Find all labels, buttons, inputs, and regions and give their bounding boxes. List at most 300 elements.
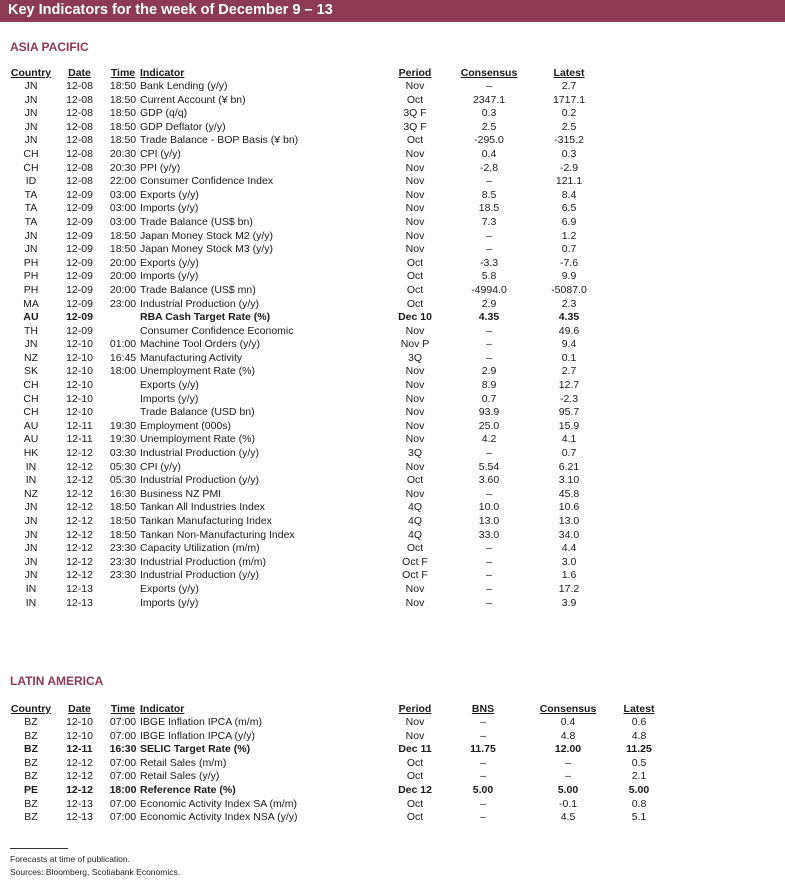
table-row: [9, 811, 668, 825]
cell-period: 3Q F: [403, 107, 427, 120]
cell-time: 22:00: [109, 175, 137, 188]
cell-indicator: Retail Sales (m/m): [140, 756, 227, 769]
cell-time: 18:50: [109, 515, 137, 527]
cell-period: Nov: [405, 419, 425, 432]
cell-consensus: 18.5: [478, 202, 500, 215]
cell-consensus: -0.1: [558, 797, 578, 810]
cell-time: 18:50: [109, 80, 137, 92]
cell-time: [106, 597, 140, 611]
cell-latest: 9.4: [561, 338, 577, 351]
cell-latest: 0.7: [561, 447, 577, 460]
table-row: [9, 542, 600, 556]
table-row: [9, 529, 600, 543]
cell-date: 12-12: [66, 460, 93, 473]
cell-time: 18:00: [109, 365, 137, 378]
cell-date: 12-11: [66, 433, 93, 446]
cell-latest: 0.5: [631, 756, 647, 769]
cell-consensus: 7.3: [481, 215, 497, 228]
cell-consensus: 3.60: [478, 474, 500, 487]
cell-country: HK: [23, 447, 39, 460]
cell-indicator: Capacity Utilization (m/m): [140, 542, 260, 555]
cell-time: 18:50: [109, 528, 137, 541]
cell-country: PH: [23, 256, 39, 269]
table-row: [9, 433, 600, 447]
footnote-sources: Sources: Bloomberg, Scotiabank Economics.: [10, 867, 181, 877]
cell-country: BZ: [24, 716, 38, 728]
cell-latest: 2.1: [631, 770, 647, 783]
cell-indicator: Industrial Production (y/y): [140, 474, 260, 487]
cell-time: [106, 379, 140, 393]
cell-date: 12-08: [66, 120, 93, 133]
cell-date: 12-10: [66, 351, 93, 364]
cell-date: 12-08: [66, 107, 93, 120]
cell-date: 12-12: [66, 783, 93, 796]
cell-indicator: Bank Lending (y/y): [140, 80, 228, 92]
cell-date: 12-09: [66, 283, 93, 296]
cell-period: Nov: [405, 215, 425, 228]
cell-country: JN: [24, 229, 38, 242]
cell-country: JN: [24, 555, 38, 568]
cell-latest: 3.0: [561, 555, 577, 568]
cell-time: 03:00: [109, 215, 137, 228]
cell-country: IN: [25, 474, 37, 487]
table-row: [9, 447, 600, 461]
table-row: [9, 501, 600, 515]
cell-latest: 2.5: [561, 120, 577, 133]
cell-period: Oct: [406, 297, 424, 310]
cell-country: CH: [23, 161, 39, 174]
cell-indicator: Exports (y/y): [140, 379, 199, 392]
latam-section-title: LATIN AMERICA: [10, 674, 104, 688]
cell-time: 07:00: [109, 756, 137, 769]
cell-period: Nov: [405, 202, 425, 215]
cell-time: 18:50: [109, 93, 137, 106]
table-row: [9, 757, 668, 771]
cell-date: 12-12: [66, 542, 93, 555]
cell-consensus: -2.8: [479, 161, 499, 174]
table-row: [9, 730, 668, 744]
cell-time: 23:00: [109, 297, 137, 310]
cell-country: TA: [24, 188, 38, 201]
cell-date: 12-08: [66, 80, 93, 92]
cell-latest: 2.7: [561, 365, 577, 378]
cell-country: TA: [24, 202, 38, 215]
cell-date: 12-08: [66, 161, 93, 174]
table-row: [9, 597, 600, 611]
cell-time: 16:30: [109, 487, 137, 500]
cell-latest: 3.10: [558, 474, 580, 487]
cell-indicator: Current Account (¥ bn): [140, 93, 246, 106]
cell-consensus: 93.9: [478, 406, 500, 419]
cell-indicator: Japan Money Stock M2 (y/y): [140, 229, 274, 242]
table-row: [9, 107, 600, 121]
cell-country: AU: [23, 419, 39, 432]
cell-country: JN: [24, 120, 38, 133]
cell-latest: 1717.1: [552, 93, 586, 106]
cell-indicator: Japan Money Stock M3 (y/y): [140, 243, 274, 256]
cell-indicator: IBGE Inflation IPCA (m/m): [140, 716, 262, 728]
table-row: [9, 461, 600, 475]
cell-latest: 121.1: [555, 175, 583, 188]
cell-latest: 6.5: [561, 202, 577, 215]
cell-period: Oct: [406, 474, 424, 487]
cell-latest: 11.25: [626, 743, 652, 756]
cell-indicator: Industrial Production (y/y): [140, 297, 260, 310]
cell-time: [106, 311, 140, 325]
cell-consensus: –: [486, 175, 492, 188]
cell-period: Oct: [406, 270, 424, 283]
cell-country: PH: [23, 270, 39, 283]
cell-consensus: –: [486, 582, 492, 595]
cell-consensus: 4.8: [560, 729, 576, 742]
cell-latest: -2.3: [559, 392, 579, 405]
cell-indicator: Unemployment Rate (%): [140, 433, 255, 446]
table-row: [9, 80, 600, 94]
cell-consensus: 2.9: [481, 365, 497, 378]
cell-indicator: Retail Sales (y/y): [140, 770, 220, 783]
cell-country: NZ: [24, 487, 38, 500]
table-row: [9, 216, 600, 230]
cell-indicator: Tankan Non-Manufacturing Index: [140, 528, 295, 541]
cell-consensus: 4.35: [478, 311, 500, 324]
cell-indicator: Trade Balance (USD bn): [140, 406, 255, 419]
asia-header-row: [9, 67, 600, 80]
cell-consensus: -4994.0: [471, 283, 507, 296]
latam-header-row: [9, 703, 668, 716]
table-row: [9, 284, 600, 298]
cell-indicator: Consumer Confidence Economic: [140, 324, 294, 337]
cell-country: AU: [23, 311, 39, 324]
cell-period: Dec 11: [398, 743, 432, 756]
cell-date: 12-08: [66, 175, 93, 188]
cell-consensus: 25.0: [478, 419, 500, 432]
cell-consensus: 2347.1: [472, 93, 506, 106]
cell-country: BZ: [24, 770, 38, 783]
cell-period: Nov: [405, 243, 425, 256]
cell-period: 3Q: [407, 447, 422, 460]
cell-period: Dec 10: [398, 311, 432, 324]
table-row: [9, 379, 600, 393]
cell-time: 18:50: [109, 501, 137, 514]
cell-date: 12-08: [66, 147, 93, 160]
cell-time: 07:00: [109, 811, 137, 824]
cell-period: Nov: [405, 379, 425, 392]
col-header-latest: Latest: [623, 703, 655, 715]
cell-consensus: –: [486, 80, 492, 92]
cell-consensus: 33.0: [478, 528, 500, 541]
cell-time: 23:30: [109, 555, 137, 568]
cell-country: CH: [23, 392, 39, 405]
col-header-date: Date: [68, 67, 91, 79]
cell-latest: 6.21: [558, 460, 580, 473]
cell-indicator: RBA Cash Target Rate (%): [140, 311, 271, 324]
col-header-time: Time: [110, 703, 136, 715]
cell-country: JN: [24, 569, 38, 582]
cell-indicator: Trade Balance (US$ mn): [140, 283, 256, 296]
cell-latest: 10.6: [558, 501, 580, 514]
cell-time: 03:00: [109, 188, 137, 201]
cell-latest: 13.0: [558, 515, 580, 527]
cell-date: 12-12: [66, 515, 93, 527]
cell-indicator: Manufacturing Activity: [140, 351, 243, 364]
cell-date: 12-08: [66, 134, 93, 147]
cell-time: 05:30: [109, 460, 137, 473]
cell-indicator: Tankan All Industries Index: [140, 501, 265, 514]
cell-time: 16:30: [109, 743, 137, 756]
cell-bns: –: [480, 729, 486, 742]
cell-indicator: Tankan Manufacturing Index: [140, 515, 272, 527]
cell-time: 18:50: [109, 229, 137, 242]
cell-consensus: 8.5: [481, 188, 497, 201]
table-row: [9, 325, 600, 339]
cell-indicator: Exports (y/y): [140, 256, 199, 269]
cell-latest: 4.4: [561, 542, 577, 555]
cell-consensus: 4.5: [560, 811, 576, 824]
cell-indicator: GDP (q/q): [140, 107, 188, 120]
col-header-consensus: Consensus: [539, 703, 597, 715]
cell-country: JN: [24, 107, 38, 120]
cell-time: 18:00: [109, 783, 137, 796]
cell-country: NZ: [24, 351, 38, 364]
cell-consensus: 0.3: [481, 107, 497, 120]
table-row: [9, 121, 600, 135]
cell-period: Nov: [405, 716, 425, 728]
cell-country: IN: [25, 582, 37, 595]
cell-bns: 11.75: [470, 743, 496, 756]
cell-indicator: Imports (y/y): [140, 270, 199, 283]
cell-country: MA: [23, 297, 39, 310]
cell-indicator: Unemployment Rate (%): [140, 365, 255, 378]
cell-time: 18:50: [109, 107, 137, 120]
cell-time: 23:30: [109, 569, 137, 582]
cell-country: CH: [23, 147, 39, 160]
table-row: [9, 393, 600, 407]
cell-date: 12-12: [66, 447, 93, 460]
table-row: [9, 189, 600, 203]
cell-consensus: –: [486, 542, 492, 555]
col-header-indicator: Indicator: [140, 703, 185, 715]
cell-consensus: 0.4: [560, 716, 576, 728]
cell-country: JN: [24, 501, 38, 514]
footnote-forecasts: Forecasts at time of publication.: [10, 854, 131, 864]
cell-latest: 12.7: [558, 379, 580, 392]
cell-time: 20:30: [109, 161, 137, 174]
table-row: [9, 716, 668, 730]
cell-country: IN: [25, 460, 37, 473]
cell-latest: -7.6: [559, 256, 579, 269]
cell-latest: 45.8: [558, 487, 580, 500]
cell-date: 12-11: [66, 419, 93, 432]
table-row: [9, 784, 668, 798]
cell-country: BZ: [24, 811, 38, 824]
table-row: [9, 798, 668, 812]
cell-latest: 0.1: [561, 351, 577, 364]
cell-period: Nov: [405, 487, 425, 500]
col-header-latest: Latest: [553, 67, 585, 79]
cell-period: Oct: [406, 542, 424, 555]
cell-latest: 0.2: [561, 107, 577, 120]
cell-time: 18:50: [109, 243, 137, 256]
asia-section-title: ASIA PACIFIC: [10, 40, 89, 54]
cell-date: 12-10: [66, 716, 93, 728]
cell-date: 12-10: [66, 365, 93, 378]
cell-consensus: –: [486, 229, 492, 242]
table-row: [9, 406, 600, 420]
table-row: [9, 488, 600, 502]
cell-consensus: 12.00: [554, 743, 582, 756]
cell-indicator: IBGE Inflation IPCA (y/y): [140, 729, 255, 742]
cell-country: JN: [24, 338, 38, 351]
cell-period: Nov: [405, 596, 425, 609]
cell-consensus: -295.0: [474, 134, 504, 147]
cell-time: 03:30: [109, 447, 137, 460]
cell-date: 12-09: [66, 256, 93, 269]
cell-latest: 15.9: [558, 419, 580, 432]
cell-date: 12-10: [66, 379, 93, 392]
table-row: [9, 243, 600, 257]
cell-consensus: –: [486, 324, 492, 337]
cell-time: 18:50: [109, 120, 137, 133]
cell-consensus: –: [486, 487, 492, 500]
cell-period: 4Q: [407, 528, 422, 541]
title-banner: [0, 0, 785, 22]
table-row: [9, 474, 600, 488]
cell-indicator: Trade Balance - BOP Basis (¥ bn): [140, 134, 299, 147]
cell-latest: 4.35: [558, 311, 580, 324]
cell-date: 12-12: [66, 770, 93, 783]
cell-indicator: Imports (y/y): [140, 392, 199, 405]
table-row: [9, 569, 600, 583]
cell-consensus: –: [486, 338, 492, 351]
cell-consensus: –: [486, 243, 492, 256]
cell-latest: 3.9: [561, 596, 577, 609]
cell-latest: 0.7: [561, 243, 577, 256]
table-row: [9, 515, 600, 529]
cell-country: BZ: [24, 743, 38, 756]
cell-date: 12-13: [66, 582, 93, 595]
col-header-period: Period: [398, 67, 432, 79]
cell-country: PE: [23, 783, 38, 796]
cell-period: Nov: [405, 729, 425, 742]
cell-time: 03:00: [109, 202, 137, 215]
cell-period: 3Q: [407, 351, 422, 364]
cell-indicator: Consumer Confidence Index: [140, 175, 274, 188]
cell-latest: 0.8: [631, 797, 647, 810]
cell-consensus: 13.0: [478, 515, 500, 527]
cell-period: 4Q: [407, 515, 422, 527]
footnote-divider: [10, 848, 68, 849]
cell-indicator: Business NZ PMI: [140, 487, 222, 500]
cell-period: Nov: [405, 161, 425, 174]
cell-period: Nov: [405, 406, 425, 419]
cell-time: [106, 406, 140, 420]
cell-latest: -315.2: [554, 134, 584, 147]
cell-time: [106, 583, 140, 597]
cell-indicator: Trade Balance (US$ bn): [140, 215, 253, 228]
cell-date: 12-10: [66, 392, 93, 405]
cell-date: 12-09: [66, 188, 93, 201]
cell-time: 05:30: [109, 474, 137, 487]
table-row: [9, 298, 600, 312]
cell-bns: –: [480, 770, 486, 783]
cell-country: JN: [24, 528, 38, 541]
cell-indicator: Exports (y/y): [140, 582, 199, 595]
cell-date: 12-12: [66, 555, 93, 568]
cell-consensus: –: [486, 569, 492, 582]
cell-bns: –: [480, 797, 486, 810]
table-row: [9, 202, 600, 216]
cell-indicator: Imports (y/y): [140, 202, 199, 215]
cell-country: JN: [24, 93, 38, 106]
cell-indicator: Reference Rate (%): [140, 783, 236, 796]
cell-consensus: 5.54: [478, 460, 500, 473]
table-row: [9, 257, 600, 271]
cell-consensus: –: [486, 596, 492, 609]
cell-latest: 5.1: [631, 811, 647, 824]
cell-latest: 5.00: [628, 783, 650, 796]
cell-date: 12-10: [66, 406, 93, 419]
cell-consensus: 2.5: [481, 120, 497, 133]
cell-consensus: –: [486, 447, 492, 460]
col-header-date: Date: [68, 703, 91, 715]
cell-country: JN: [24, 542, 38, 555]
cell-indicator: PPI (y/y): [140, 161, 181, 174]
cell-period: Nov P: [400, 338, 430, 351]
cell-consensus: -3.3: [479, 256, 499, 269]
cell-latest: 6.9: [561, 215, 577, 228]
cell-period: Nov: [405, 188, 425, 201]
cell-country: SK: [23, 365, 38, 378]
table-row: [9, 270, 600, 284]
cell-latest: 1.6: [561, 569, 577, 582]
cell-time: 07:00: [109, 797, 137, 810]
cell-consensus: 0.7: [481, 392, 497, 405]
col-header-period: Period: [398, 703, 432, 715]
cell-period: Oct F: [402, 555, 428, 568]
cell-country: JN: [24, 515, 38, 527]
cell-time: 07:00: [109, 716, 137, 728]
cell-country: ID: [25, 175, 37, 188]
cell-period: Nov: [405, 582, 425, 595]
cell-indicator: CPI (y/y): [140, 460, 181, 473]
cell-period: Oct: [406, 93, 424, 106]
cell-bns: –: [480, 756, 486, 769]
table-row: [9, 420, 600, 434]
cell-indicator: Machine Tool Orders (y/y): [140, 338, 261, 351]
cell-time: [106, 325, 140, 339]
cell-period: Oct: [406, 770, 424, 783]
table-row: [9, 583, 600, 597]
cell-country: BZ: [24, 729, 38, 742]
asia-indicators-table: [9, 67, 600, 610]
cell-country: BZ: [24, 756, 38, 769]
cell-indicator: Economic Activity Index NSA (y/y): [140, 811, 298, 824]
table-row: [9, 230, 600, 244]
col-header-bns: BNS: [471, 703, 495, 715]
cell-indicator: Industrial Production (m/m): [140, 555, 267, 568]
cell-country: BZ: [24, 797, 38, 810]
cell-date: 12-10: [66, 729, 93, 742]
cell-period: Nov: [405, 80, 425, 92]
cell-time: 01:00: [109, 338, 137, 351]
cell-period: Oct: [406, 134, 424, 147]
cell-bns: –: [480, 811, 486, 824]
cell-country: CH: [23, 379, 39, 392]
cell-indicator: Economic Activity Index SA (m/m): [140, 797, 297, 810]
cell-period: Oct: [406, 756, 424, 769]
cell-date: 12-12: [66, 528, 93, 541]
table-row: [9, 134, 600, 148]
